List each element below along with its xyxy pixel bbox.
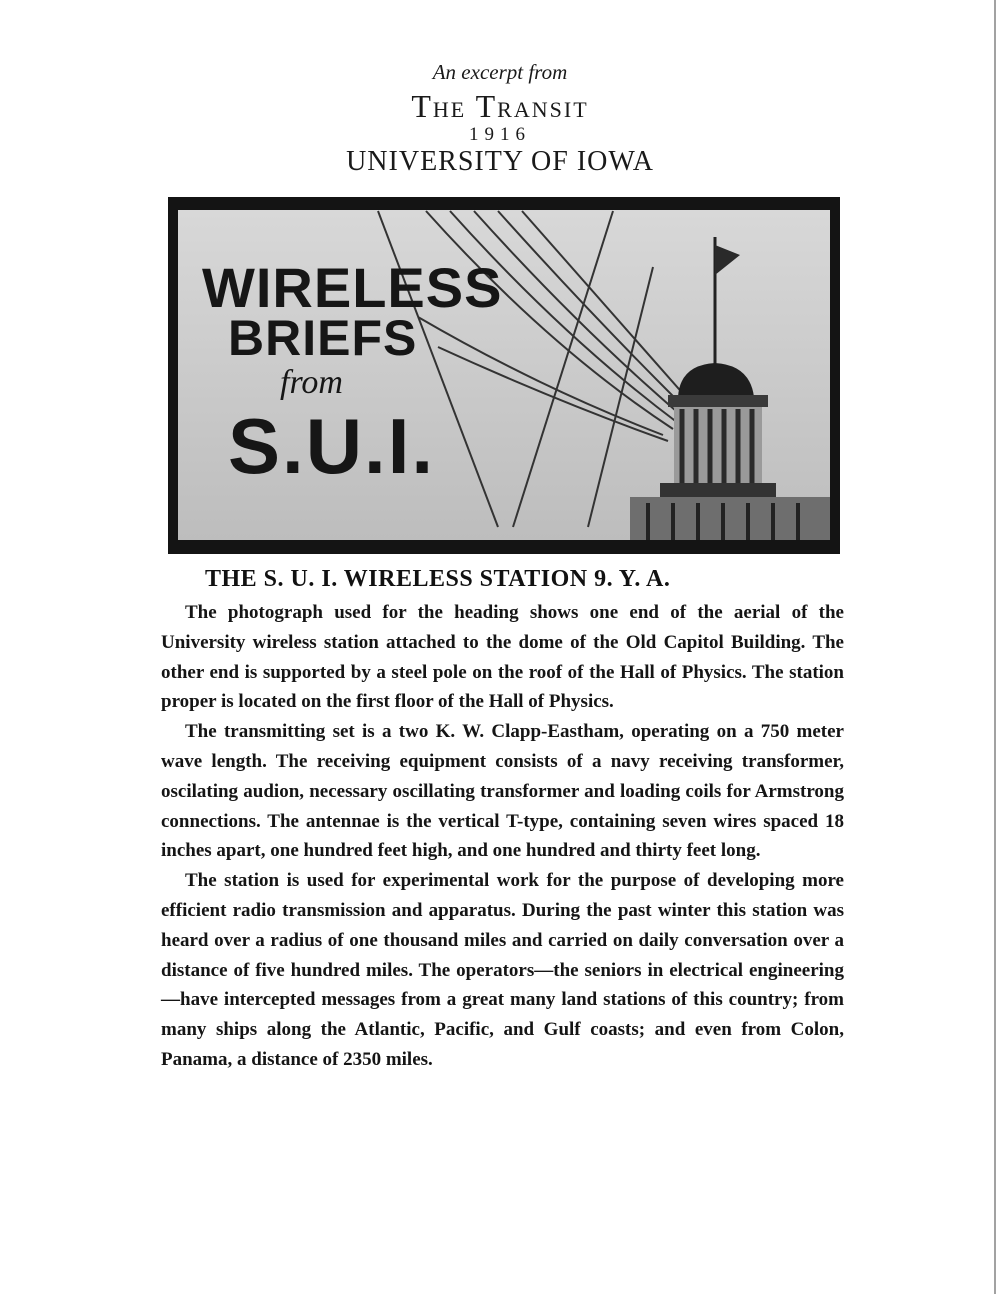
banner-word-from: from: [280, 364, 343, 401]
wireless-briefs-banner: [168, 197, 840, 554]
publication-year: 1916: [469, 124, 531, 145]
article-paragraph: The station is used for experimental work for the purpose of developing more efficient radio transmission and apparatus. During the past winter this station was heard over a radius of one thousand miles and carried on daily conversation over a distance of five hundred miles. The operators—the seniors in electrical engineering—have intercepted messages from a great many land stations of this country; from many ships along the Atlantic, Pacific, and Gulf coasts; and even from Colon, Panama, a distance of 2350 miles.: [161, 870, 844, 1070]
article-heading: THE S. U. I. WIRELESS STATION 9. Y. A.: [205, 566, 671, 592]
banner-photograph: [168, 197, 840, 554]
article-body: [161, 598, 844, 1075]
institution-name: UNIVERSITY OF IOWA: [346, 146, 654, 177]
publication-title: The Transit: [411, 88, 589, 124]
excerpt-label: An excerpt from: [432, 60, 568, 84]
article-paragraph: The transmitting set is a two K. W. Clapp-Eastham, operating on a 750 meter wave length. The receiving equipment consists of a navy receiving transformer, oscilating audion, necessary oscillating transformer and loading coils for Armstrong connections. The antennae is the vertical T-type, containing seven wires spaced 18 inches apart, one hundred feet high, and one hundred and thirty feet long.: [161, 721, 844, 862]
scan-edge-line: [994, 0, 996, 1294]
banner-word-sui: S.U.I.: [228, 402, 436, 490]
banner-word-briefs: BRIEFS: [228, 310, 418, 366]
banner-word-wireless: WIRELESS: [202, 256, 503, 319]
article-paragraph: The photograph used for the heading shows one end of the aerial of the University wireless station attached to the dome of the Old Capitol Building. The other end is supported by a steel pole on the roof of the Hall of Physics. The station proper is located on the first floor of the Hall of Physics.: [161, 602, 844, 713]
